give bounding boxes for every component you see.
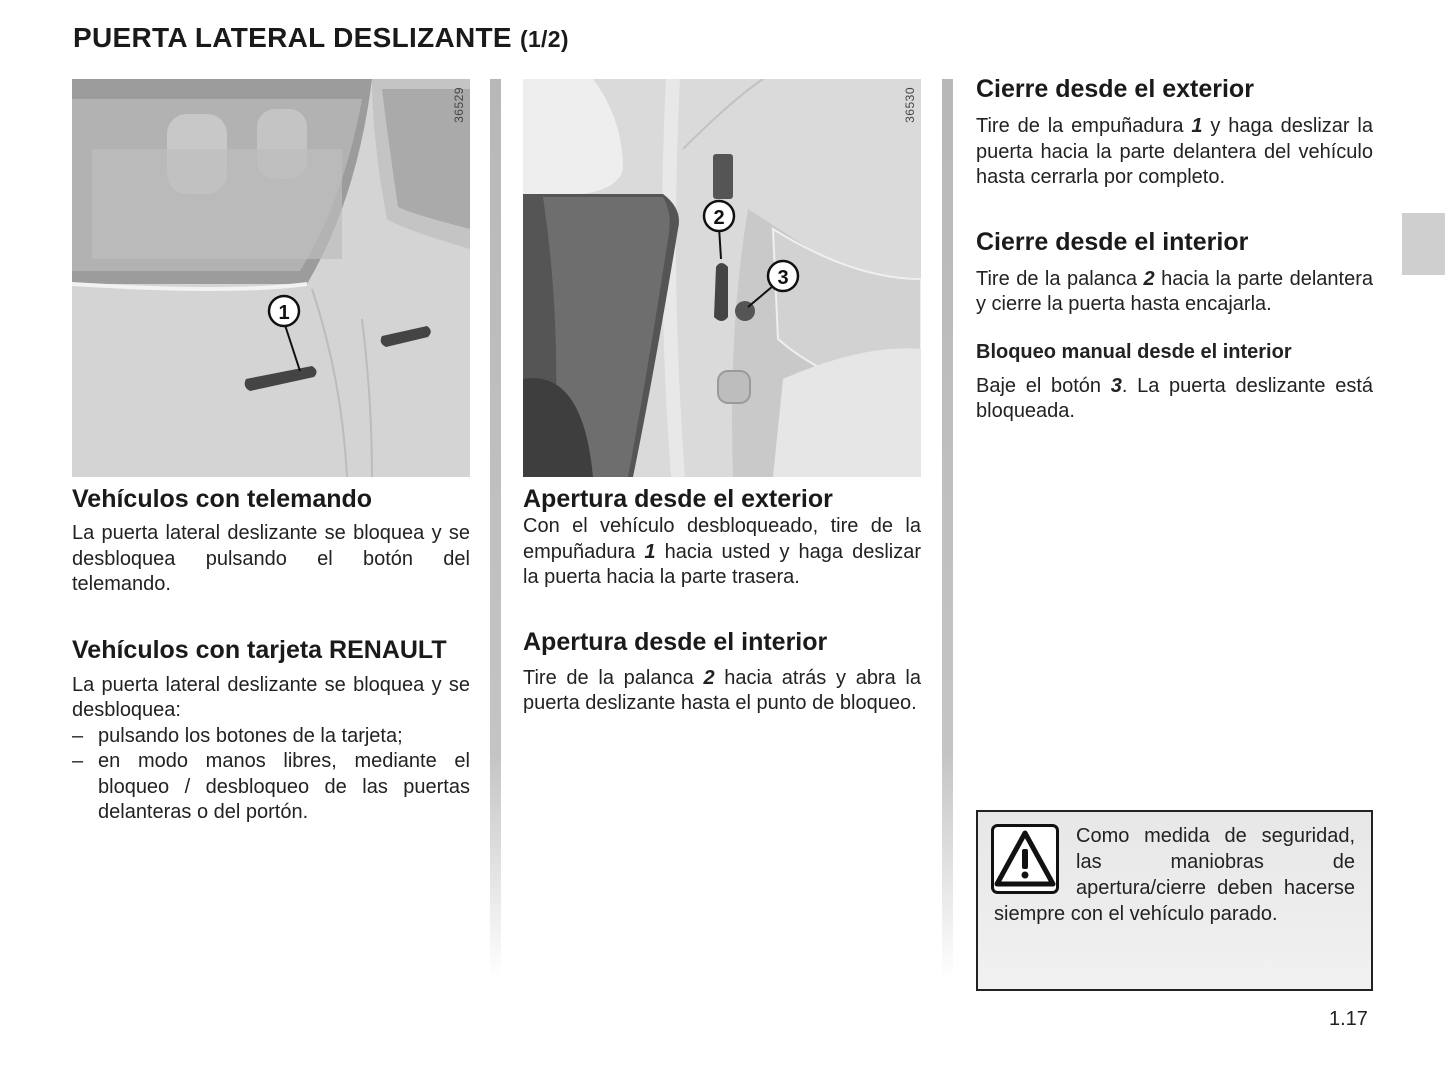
figure-code: 36529 <box>452 87 466 123</box>
figure-sliding-door-exterior <box>72 79 470 477</box>
text-fragment: Baje el botón <box>976 374 1102 397</box>
tarjeta-options-list <box>72 724 470 826</box>
warning-box <box>976 810 1373 991</box>
callout-label: 1 <box>278 302 290 324</box>
heading-vehiculos-tarjeta: Vehículos con tarjeta RENAULT <box>72 635 447 664</box>
text-fragment: Con el vehículo desbloqueado, tire de la empuñadura <box>523 515 921 563</box>
heading-apertura-exterior: Apertura desde el exterior <box>523 485 833 513</box>
page-number: 1.17 <box>1329 1008 1368 1030</box>
list-item: – en modo manos libres, mediante el bloqueo / desbloqueo de las puertas delanteras o del portón. <box>72 749 470 826</box>
text-vehiculos-tarjeta: La puerta lateral deslizante se bloquea y se desbloquea: <box>72 673 470 721</box>
reference-number: 1 <box>644 540 656 563</box>
text-vehiculos-telemando: La puerta lateral deslizante se bloquea y se desbloquea pulsando el botón del telemando. <box>72 522 470 595</box>
subheading-bloqueo-manual: Bloqueo manual desde el interior <box>976 340 1292 363</box>
text-bloqueo-manual <box>976 374 1373 425</box>
column-right <box>976 74 1373 425</box>
callout-label: 3 <box>777 267 789 289</box>
text-cierre-exterior <box>976 114 1373 191</box>
reference-number: 1 <box>1191 115 1203 137</box>
page-title-suffix: (1/2) <box>520 26 569 52</box>
text-fragment: hacia usted y haga deslizar la puerta hacia la parte trasera. <box>523 540 922 588</box>
reference-number: 3 <box>1110 374 1122 397</box>
page-title-text: PUERTA LATERAL DESLIZANTE <box>73 22 512 53</box>
section-thumb-tab <box>1402 213 1445 275</box>
callout-label: 2 <box>713 207 725 229</box>
heading-apertura-interior: Apertura desde el interior <box>523 627 828 656</box>
text-fragment: y haga deslizar la puerta hacia la parte delantera del vehículo hasta cerrarla por completo. <box>976 115 1373 188</box>
text-fragment: Tire de la palanca <box>976 267 1138 290</box>
reference-number: 2 <box>1143 267 1155 290</box>
text-fragment: Tire de la empuñadura <box>976 115 1184 137</box>
text-apertura-exterior <box>523 514 921 591</box>
heading-cierre-exterior: Cierre desde el exterior <box>976 75 1254 103</box>
warning-text: Como medida de seguridad, las maniobras de apertura/cierre deben hacerse siempre con el vehículo parado. <box>994 825 1355 925</box>
text-fragment: hacia atrás y abra la puerta deslizante hasta el punto de bloqueo. <box>523 666 921 714</box>
reference-number: 2 <box>703 666 715 689</box>
door-exterior-illustration <box>72 79 470 477</box>
column-divider-right <box>942 79 953 979</box>
text-apertura-interior <box>523 666 921 717</box>
heading-cierre-interior: Cierre desde el interior <box>976 227 1249 256</box>
list-item: – pulsando los botones de la tarjeta; <box>72 724 470 750</box>
text-fragment: . La puerta deslizante está bloqueada. <box>976 374 1373 422</box>
figure-sliding-door-interior <box>523 79 921 477</box>
column-left <box>72 79 470 826</box>
text-fragment: Tire de la palanca <box>523 666 694 689</box>
door-interior-illustration <box>523 79 921 477</box>
column-divider-left <box>490 79 501 979</box>
page-title <box>73 22 569 54</box>
text-fragment: hacia la parte delantera y cierre la puerta hasta encajarla. <box>976 267 1373 315</box>
heading-vehiculos-telemando: Vehículos con telemando <box>72 485 373 513</box>
text-cierre-interior <box>976 267 1373 318</box>
figure-code: 36530 <box>903 87 917 123</box>
column-middle <box>523 79 921 717</box>
